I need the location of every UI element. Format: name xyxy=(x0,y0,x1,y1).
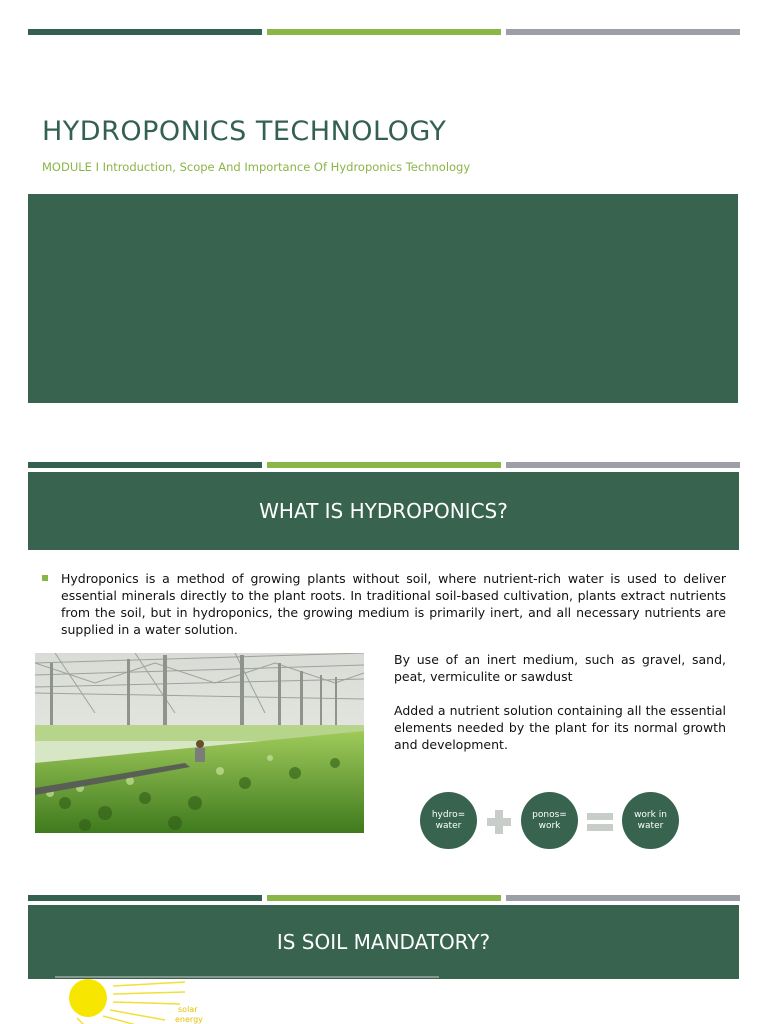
accent-green xyxy=(267,895,501,901)
sun-icon xyxy=(69,979,107,1017)
bullet-text: Hydroponics is a method of growing plants without soil, where nutrient-rich water is used to deliver essential minerals directly to the plant roots. In traditional soil-based cultivation, plants extract nutrients from the soil, but in hydroponics, the growing medium is primarily inert, and all necessary nutrients are supplied in a water solution. xyxy=(61,571,726,637)
equation-term-hydro-label: hydro= water xyxy=(431,809,466,831)
accent-green xyxy=(267,462,501,468)
section-heading: WHAT IS HYDROPONICS? xyxy=(28,472,739,550)
greenhouse-photo xyxy=(35,653,364,833)
accent-green xyxy=(267,29,501,35)
slide-title: HYDROPONICS TECHNOLOGY xyxy=(42,116,447,147)
equation-result xyxy=(622,792,679,849)
equation-term-hydro xyxy=(420,792,477,849)
equation-term-ponos xyxy=(521,792,578,849)
sun-label-line2: energy xyxy=(175,1015,203,1024)
bullet-item xyxy=(42,570,726,638)
slide2-accent-bar xyxy=(28,462,740,468)
top-accent-bar xyxy=(28,29,740,35)
description-para-1: By use of an inert medium, such as gravel, sand, peat, vermiculite or sawdust xyxy=(394,652,726,684)
slide3-accent-bar xyxy=(28,895,740,901)
accent-dark xyxy=(28,895,262,901)
slide-subtitle: MODULE I Introduction, Scope And Importance Of Hydroponics Technology xyxy=(42,160,471,174)
bullet-marker-icon xyxy=(42,575,48,581)
accent-dark xyxy=(28,29,262,35)
accent-gray xyxy=(506,895,740,901)
section-heading-soil: IS SOIL MANDATORY? xyxy=(28,905,739,979)
accent-gray xyxy=(506,29,740,35)
equals-icon xyxy=(587,811,613,833)
diagram-area xyxy=(55,976,439,1024)
accent-dark xyxy=(28,462,262,468)
hero-block xyxy=(28,194,738,403)
description-para-2: Added a nutrient solution containing all the essential elements needed by the plant for its normal growth and development. xyxy=(394,703,726,752)
sun-label-line1: solar xyxy=(178,1005,198,1014)
equation-term-ponos-label: ponos= work xyxy=(532,809,567,831)
description-text xyxy=(394,651,726,770)
accent-gray xyxy=(506,462,740,468)
plus-icon xyxy=(487,810,511,834)
equation-result-label: work in water xyxy=(634,809,667,831)
